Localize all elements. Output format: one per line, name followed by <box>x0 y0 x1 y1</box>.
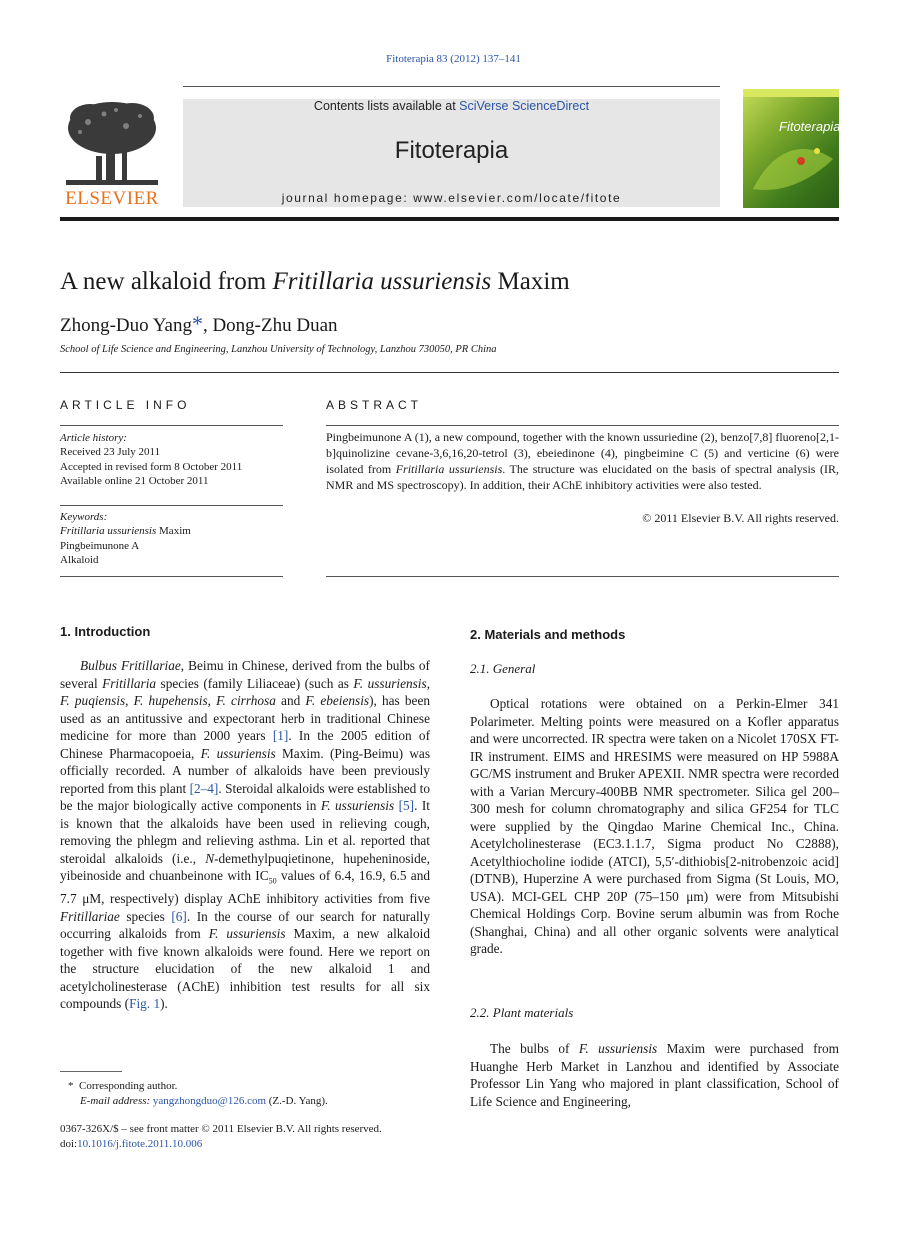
journal-name: Fitoterapia <box>394 137 509 164</box>
footnotes: * Corresponding author. E-mail address: yangzhongduo@126.com (Z.-D. Yang). <box>68 1080 328 1107</box>
elsevier-logo <box>60 96 164 210</box>
affiliation: School of Life Science and Engineering, Lanzhou University of Technology, Lanzhou 730050, PR China <box>60 344 497 355</box>
abstract-heading: ABSTRACT <box>326 398 423 412</box>
cover-leaf-icon <box>743 89 839 208</box>
masthead-thick-rule <box>60 217 839 221</box>
article-history: Article history: Received 23 July 2011 Accepted in revised form 8 October 2011 Available online 21 October 2011 <box>60 432 243 487</box>
divider <box>326 576 839 577</box>
reference-link[interactable]: [2–4] <box>189 780 219 796</box>
article-info-heading: ARTICLE INFO <box>60 398 191 412</box>
contents-line: Contents lists available at SciVerse ScienceDirect <box>313 99 590 113</box>
keywords: Keywords: Fritillaria ussuriensis Maxim Pingbeimunone A Alkaloid <box>60 511 191 566</box>
reference-link[interactable]: [5] <box>398 798 415 813</box>
divider <box>60 505 283 506</box>
introduction-text: Bulbus Fritillariae, Beimu in Chinese, derived from the bulbs of several Fritillaria species (family Liliaceae) (such as F. ussuriensis, F. puqiensis, F. hupehensis, F. cirrhosa and F. ebeiensis), has been used as an antitussive and expectorant herb in traditional Chinese medicine for more than 2000 years [1]. In the 2005 edition of Chinese Pharmacopoeia, F. ussuriensis Maxim. (Ping-Beimu) was officially recorded. A number of alkaloids have been previously reported from this plant [2–4]. Steroidal alkaloids were established to be the major biologically active components in F. ussuriensis [5]. It is known that the alkaloids have been used in relieving cough, removing the phlegm and relieving asthma. Lin et al. reported that steroidal alkaloids (i.e., N-demethylpuqietinone, hupeheninoside, yibeinoside and chuanbeinone with $IC_{50}$ values of 6.4, 16.9, 6.5 and 7.7 μM, respectively) display AChE inhibitory activities from five Fritillariae species [6]. In the course of our search for naturally occurring alkaloids from F. ussuriensis Maxim, a new alkaloid together with five known alkaloids were found. Here we report on the structure elucidation of the new alkaloid 1 and acetylcholinesterase (AChE) inhibition test results for all six compounds (Fig. 1). <box>60 658 431 1012</box>
author-name: Zhong-Duo Yang <box>60 315 192 336</box>
figure-link[interactable]: Fig. 1 <box>129 996 161 1012</box>
journal-homepage[interactable]: journal homepage: www.elsevier.com/locate/fitote <box>281 191 622 205</box>
sciencedirect-link[interactable]: SciVerse ScienceDirect <box>459 99 590 113</box>
reference-link[interactable]: [6] <box>171 908 187 924</box>
author-name: , Dong-Zhu Duan <box>202 315 338 336</box>
section-title-methods: 2. Materials and methods <box>470 627 626 642</box>
header-rule <box>183 86 720 87</box>
abstract-text: Pingbeimunone A (1), a new compound, together with the known ussuriedine (2), benzo[7,8] fluoreno[2,1-b]quinolizine cevane-3,6,16,20-tetrol (3), ebeiedinone (4), pingbeimine C (5) and verticine (6) were isolated from Fritillaria ussuriensis. The structure was elucidated on the basis of spectral analysis (IR, NMR and MS spectroscopy). In addition, their AChE inhibitory activities were also tested. <box>326 430 839 493</box>
email-link[interactable]: yangzhongduo@126.com <box>152 1095 267 1107</box>
elsevier-wordmark: ELSEVIER <box>65 188 159 209</box>
corresponding-author-mark[interactable]: * <box>191 311 203 336</box>
cover-title: Fitoterapia <box>779 119 841 134</box>
author-list <box>60 311 338 337</box>
article-title: A new alkaloid from Fritillaria ussuriensis Maxim <box>60 268 570 295</box>
divider <box>60 372 839 373</box>
section-title-introduction: 1. Introduction <box>60 624 151 639</box>
subsection-title-general: 2.1. General <box>470 661 536 676</box>
divider <box>60 425 283 426</box>
general-text: Optical rotations were obtained on a Perkin-Elmer 341 Polarimeter. Melting points were measured on a Kofler apparatus and were uncorrected. IR spectra were taken on a Nicolet 170SX FT-IR instrument. EIMS and HRESIMS were measured on HP 5988A GC/MS instrument and Bruker APEXII. NMR spectra were recorded with a Varian Mercury-400BB NMR spectrometer. Silica gel 200–300 mesh for column chromatography and silica GF254 for TLC were supplied by the Qingdao Marine Chemical Inc., China. Acetylcholinesterase (EC3.1.1.7, Sigma product No C2888), Acetylthiocholine iodide (ATCI), 5,5′-dithiobis[2-nitrobenzoic acid] (DTNB), Huperzine A were purchased from Sigma (St Louis, MO, USA). MCI-GEL CHP 20P (75–150 μm) were from Mitsubishi Chemical Holdings Corp. Bovine serum albumin was from Roche (Shanghai, China) and all other organic solvents were analytical grade. <box>470 696 839 956</box>
subsection-title-plant-materials: 2.2. Plant materials <box>470 1005 574 1020</box>
copyright: © 2011 Elsevier B.V. All rights reserved. <box>642 511 839 525</box>
doi-link[interactable]: 10.1016/j.fitote.2011.10.006 <box>77 1138 203 1150</box>
plant-materials-text: The bulbs of F. ussuriensis Maxim were purchased from Huanghe Herb Market in Lanzhou and identified by Associate Professor Lin Yang who majored in plant classification, School of Life Science and Engineering, <box>470 1041 839 1109</box>
reference-link[interactable]: [1] <box>272 728 289 743</box>
journal-cover[interactable] <box>743 89 839 208</box>
journal-masthead <box>183 99 720 207</box>
divider <box>326 425 839 426</box>
footnote-rule <box>60 1071 122 1072</box>
front-matter: 0367-326X/$ – see front matter © 2011 Elsevier B.V. All rights reserved. doi:10.1016/j.fitote.2011.10.006 <box>60 1123 382 1150</box>
divider <box>60 576 283 577</box>
journal-citation[interactable]: Fitoterapia 83 (2012) 137–141 <box>386 53 521 65</box>
